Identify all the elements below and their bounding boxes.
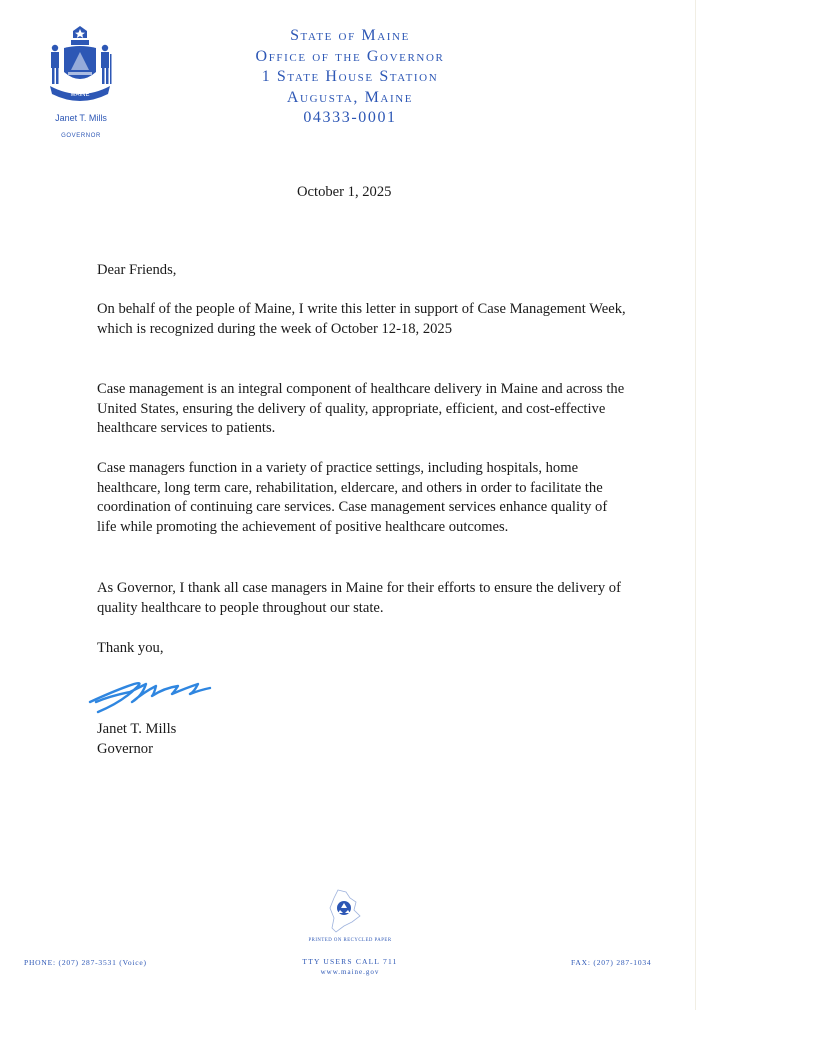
footer-tty: TTY USERS CALL 711 [302,957,398,966]
letterhead-line-state: State of Maine [290,27,410,44]
scan-edge-line [695,0,696,1010]
signer-title: Governor [97,741,153,757]
paragraph-1: On behalf of the people of Maine, I write this letter in support of Case Management Week, which is recognized during the week of October 12-18, 2025 [97,301,626,337]
footer-website: www.maine.gov [320,968,380,976]
maine-state-seal-icon [42,24,118,104]
recycle-maine-map-icon [316,888,366,936]
svg-text:MAINE: MAINE [70,92,90,98]
letterhead-line-street: 1 State House Station [261,68,439,85]
letterhead-line-zip: 04333-0001 [303,109,397,126]
governor-name: Janet T. Mills [55,113,107,123]
letter-date: October 1, 2025 [297,184,392,200]
salutation: Dear Friends, [97,262,177,278]
paragraph-3: Case managers function in a variety of practice settings, including hospitals, home healthcare, long term care, rehabilitation, eldercare, and others in order to facilitate the coordination of continuing care services. Case management services enhance quality of life while promoting the achievement of positive healthcare outcomes. [97,460,608,535]
governor-title: GOVERNOR [61,133,101,139]
paragraph-2: Case management is an integral component of healthcare delivery in Maine and across the United States, ensuring the delivery of quality, appropriate, efficient, and cost-effective healthcare services to patients. [97,381,625,437]
printed-on-recycled-paper: PRINTED ON RECYCLED PAPER [308,938,392,943]
signature-icon [86,672,226,720]
letterhead-line-city: Augusta, Maine [286,88,414,106]
letterhead-address [220,26,480,129]
letterhead-line-office: Office of the Governor [255,47,445,65]
footer-fax: FAX: (207) 287-1034 [571,958,652,967]
footer-phone: PHONE: (207) 287-3531 (Voice) [24,958,147,967]
paragraph-4: As Governor, I thank all case managers in Maine for their efforts to ensure the delivery of quality healthcare to people throughout our state. [97,580,621,616]
signer-name: Janet T. Mills [97,721,177,737]
closing: Thank you, [97,640,164,656]
